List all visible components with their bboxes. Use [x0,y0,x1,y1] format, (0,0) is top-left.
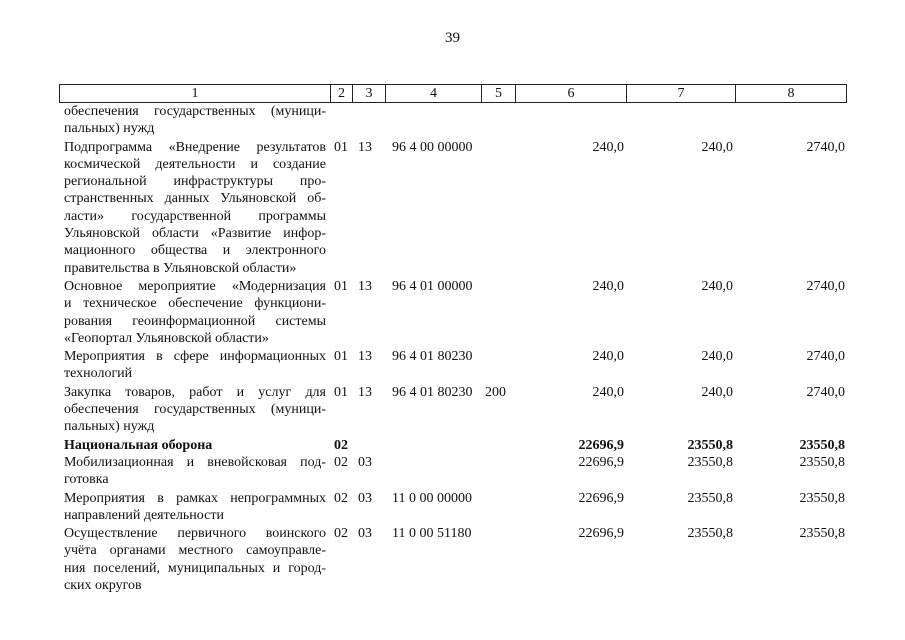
row-name-line: космической деятельности и создание [64,156,326,172]
row-expense-type [481,278,515,347]
row-name-line: странственных данных Ульяновской об- [64,191,326,207]
row-target-article [385,437,481,454]
row-name-line: обеспечения государственных (муници- [64,104,326,119]
row-expense-type [481,348,515,383]
header-col-3: 3 [352,84,385,103]
row-name [59,139,330,277]
row-name [59,103,330,138]
row-name-line: Мобилизационная и вневойсковая под- [64,454,326,470]
header-col-6: 6 [515,84,626,103]
row-name-line: «Геопортал Ульяновской области» [64,330,269,346]
header-col-4: 4 [385,84,481,103]
row-value-col8: 2740,0 [806,278,845,294]
row-value-col8: 23550,8 [799,437,845,453]
row-name-line: обеспечения государственных (муници- [64,402,326,418]
row-target-article: 96 4 01 80230 [392,384,473,400]
row-target-article: 11 0 00 00000 [392,490,472,506]
row-value-col6: 240,0 [592,384,624,400]
row-section-code: 01 [334,278,348,294]
row-value-col6: 240,0 [592,349,624,365]
page-number: 39 [445,30,460,46]
row-value-col8: 2740,0 [806,384,845,400]
row-value-col6: 22696,9 [578,454,624,470]
row-value-col8 [735,103,847,138]
row-value-col8: 23550,8 [799,454,845,470]
row-name-line: региональной инфраструктуры про- [64,174,326,190]
row-name-line: пальных) нужд [64,121,155,137]
row-value-col7: 240,0 [701,278,733,294]
row-value-col8: 23550,8 [799,526,845,542]
row-name-line: направлений деятельности [64,507,224,523]
row-name-line: пальных) нужд [64,419,155,435]
row-section-code: 02 [334,437,348,453]
row-name-line: Мероприятия в сфере информационных [64,349,326,365]
header-col-7: 7 [626,84,735,103]
row-subsection-code: 13 [358,139,372,155]
row-section-code: 02 [334,526,348,542]
row-value-col7: 240,0 [701,349,733,365]
row-name [59,437,330,454]
header-col-2: 2 [330,84,352,103]
row-name-line: Основное мероприятие «Модернизация [64,278,326,294]
row-name-line: ласти» государственной программы [64,208,326,224]
row-target-article: 96 4 01 80230 [392,349,473,365]
row-section-code: 01 [334,349,348,365]
row-value-col7: 240,0 [701,139,733,155]
row-expense-type [481,454,515,489]
row-name-line: Ульяновской области «Развитие инфор- [64,226,326,242]
row-value-col7 [626,103,735,138]
row-value-col8: 2740,0 [806,349,845,365]
row-value-col7: 240,0 [701,384,733,400]
row-name-line: Подпрограмма «Внедрение результатов [64,139,326,155]
budget-table [59,84,847,594]
row-name-line: ских округов [64,578,142,594]
row-subsection-code: 13 [358,278,372,294]
row-name [59,384,330,436]
row-name [59,490,330,525]
row-value-col8: 23550,8 [799,490,845,506]
row-value-col6: 22696,9 [578,526,624,542]
row-value-col7: 23550,8 [687,437,733,453]
row-name-line: Мероприятия в рамках непрограммных [64,490,326,506]
row-section-code: 02 [334,454,348,470]
row-target-article: 96 4 01 00000 [392,278,473,294]
row-name [59,525,330,594]
header-col-5: 5 [481,84,515,103]
row-value-col7: 23550,8 [687,526,733,542]
row-name-line: технологий [64,366,133,382]
row-value-col7: 23550,8 [687,454,733,470]
row-value-col6: 240,0 [592,139,624,155]
row-expense-type [481,437,515,454]
row-name-line: ния поселений, муниципальных и город- [64,560,326,576]
row-name [59,278,330,347]
row-section-code: 02 [334,490,348,506]
row-name-line: правительства в Ульяновской области» [64,260,297,276]
row-name-line: учёта органами местного самоуправле- [64,543,326,559]
row-name-line: готовка [64,472,109,488]
row-section-code: 01 [334,384,348,400]
row-expense-type [481,490,515,525]
row-subsection-code: 03 [358,454,372,470]
row-name [59,454,330,489]
row-value-col6: 22696,9 [578,490,624,506]
row-subsection-code [352,437,385,454]
row-value-col6: 240,0 [592,278,624,294]
row-subsection-code: 13 [358,349,372,365]
row-subsection-code [352,103,385,138]
row-expense-type [481,525,515,594]
header-col-8: 8 [735,84,847,103]
row-section-code [330,103,352,138]
row-name [59,348,330,383]
row-target-article [385,454,481,489]
row-value-col6 [515,103,626,138]
row-subsection-code: 13 [358,384,372,400]
row-subsection-code: 03 [358,526,372,542]
row-name-line: Закупка товаров, работ и услуг для [64,384,326,400]
row-value-col6: 22696,9 [578,437,624,453]
row-name-line: и техническое обеспечение функциони- [64,296,326,312]
row-name-line: Осуществление первичного воинского [64,526,326,542]
row-target-article [385,103,481,138]
row-name-line: Национальная оборона [64,437,213,453]
row-name-line: мационного общества и электронного [64,243,326,259]
row-value-col7: 23550,8 [687,490,733,506]
row-target-article: 96 4 00 00000 [392,139,473,155]
header-col-1: 1 [59,84,330,103]
row-expense-type: 200 [485,384,506,400]
row-section-code: 01 [334,139,348,155]
row-expense-type [481,139,515,277]
row-expense-type [481,103,515,138]
row-value-col8: 2740,0 [806,139,845,155]
row-name-line: рования геоинформационной системы [64,313,326,329]
row-subsection-code: 03 [358,490,372,506]
row-target-article: 11 0 00 51180 [392,526,472,542]
